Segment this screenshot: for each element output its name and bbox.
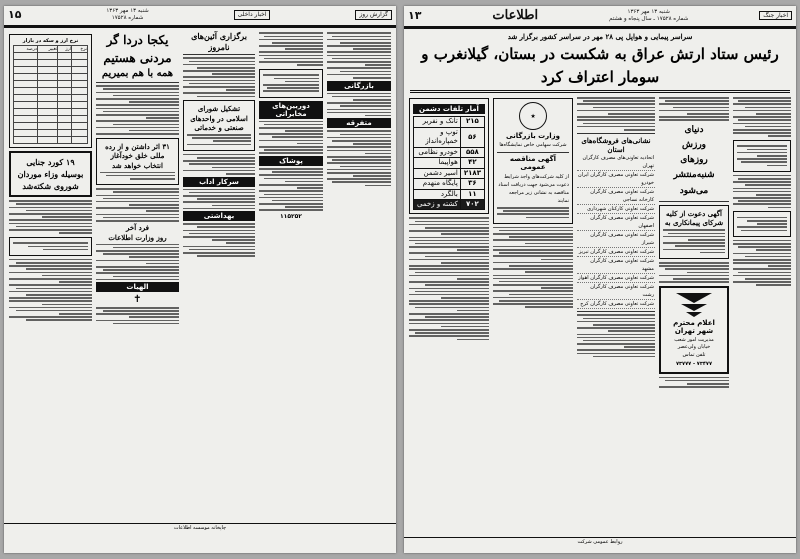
sheet-left [4, 6, 396, 553]
col-header: درصد [14, 46, 38, 53]
lead-headline: رئیس ستاد ارتش عراق به شکست در بستان، گیلانغرب و سومار اعتراف کرد [421, 45, 779, 86]
lead-rule [410, 90, 790, 93]
bank-ad-phone: ۷۳۴۷۷ - ۷۳۷۷۷ [675, 361, 713, 368]
sidebar-word-2: روزهای [680, 155, 708, 166]
price-table-title: نرخ ارز و سکه در بازار [22, 37, 79, 44]
table-row [14, 130, 88, 137]
stats-table [413, 116, 485, 210]
sidebar-word-4: می‌شود [679, 185, 709, 196]
page-number-right: ۱۳ [408, 9, 422, 22]
section-label: اخبار جنگ [763, 11, 788, 19]
table-row [14, 60, 88, 67]
right-col-5 [733, 95, 791, 287]
ministry-notice-box[interactable] [493, 98, 573, 223]
table-row [414, 168, 485, 178]
notice-box-left-4[interactable] [259, 69, 323, 98]
small-notice-box[interactable] [9, 237, 92, 256]
notice-box-left-3[interactable] [183, 100, 255, 151]
left-col-3 [183, 31, 255, 259]
list-item: شرکت تعاونی مصرف کارگران ایران خودرو [578, 172, 654, 187]
price-table [13, 45, 88, 144]
right-col-2 [493, 95, 573, 309]
bank-ad-line-1: خیابان ولی‌عصر [677, 344, 711, 351]
col-header: تغییر [37, 46, 57, 53]
section-label-box-left [234, 10, 271, 20]
sidebar-word-3: شنبه‌منتشر [673, 170, 715, 181]
sidebar-word-1: ورزش [681, 139, 707, 150]
list-item: شرکت تعاونی مصرف کارگران شیراز [577, 231, 655, 248]
table-row [14, 116, 88, 123]
stat-label: تانک و نفربر [414, 117, 461, 127]
issue-line: شماره ۱۷۵۲۸ ـ سال پنجاه و هشتم [609, 15, 689, 22]
footer-right: روابط عمومی شرکت [404, 537, 796, 545]
classified-section-3[interactable]: بهداشتی [183, 211, 255, 221]
list-item: شرکت تعاونی مصرف کارگران مشهد [577, 257, 655, 274]
classified-section-4[interactable]: دوربین‌های مخابراتی [259, 101, 323, 119]
table-row [414, 127, 485, 147]
stat-value: ۵۶ [460, 127, 484, 147]
branch-list [577, 154, 655, 309]
left-col-4 [259, 31, 323, 220]
bank-ad-title: اعلام محترم شهر تهران [673, 318, 715, 335]
masthead-rule-left [4, 25, 396, 28]
sidebar-word-0: دنیای [684, 124, 704, 135]
ad-box-small-2[interactable] [733, 211, 791, 237]
stat-label: پایگاه منهدم [414, 179, 461, 189]
main-subheadline: همه با هم بمیریم [101, 67, 174, 79]
classified-section-7[interactable]: متفرقه [327, 118, 391, 128]
stats-table-title: آمار تلفات دشمن [413, 104, 485, 114]
stat-label: توپ و خمپاره‌انداز [414, 127, 461, 147]
body-text-block [733, 97, 791, 137]
classified-phone: ۱۱۵۲۵۲ [280, 212, 302, 220]
ad-box-small[interactable] [733, 140, 791, 172]
left-col-2 [96, 31, 179, 326]
table-header-row [14, 46, 88, 53]
table-row [14, 102, 88, 109]
stat-value: ۳۶ [460, 179, 484, 189]
right-col-1 [409, 95, 489, 341]
cross-icon: ✝ [133, 294, 142, 306]
table-row [14, 137, 88, 144]
table-row [14, 67, 88, 74]
masthead-left [4, 6, 396, 22]
table-row [414, 147, 485, 157]
ministry-emblem-icon: ★ [519, 102, 547, 130]
list-item: شرکت تعاونی مصرف کارگران اهواز [578, 275, 654, 282]
classified-section-6[interactable]: بازرگانی [327, 81, 391, 91]
stat-value: ۷۰۲ [460, 199, 484, 209]
ministry-subtitle: شرکت سهامی خاص نمایشگاه‌ها [499, 142, 567, 149]
stat-label: اسیر دشمن [414, 168, 461, 178]
boxed-head-2: ۳۱ اثر داشتن و از رده مللی خلق خودآغاز انتخاب خواهد شد [105, 141, 170, 170]
classified-section-2[interactable]: سرکار اداب [183, 177, 255, 187]
table-row [14, 74, 88, 81]
left-col-1 [9, 31, 92, 323]
stat-value: ۲۱۸۳ [460, 168, 484, 178]
right-label-box [355, 10, 392, 20]
list-item: شرکت تعاونی مصرف کارگران رشت [577, 283, 655, 300]
boxed-head-2-box[interactable] [96, 138, 179, 185]
dateline-right [609, 9, 688, 23]
stat-label: کشته و زخمی [414, 199, 461, 209]
enemy-losses-table-box [409, 98, 489, 214]
col-header: نرخ [71, 46, 87, 53]
boxed-head-1: ۱۹ کورد جنایی بوسیله وزاء موردان شوروی شکته‌شد [17, 157, 84, 192]
col3-headline: برگزاری آئین‌های نامروز [191, 30, 247, 52]
triangle-icon-xs [686, 312, 702, 317]
list-item: شرکت تعاونی مصرف کارگران کارخانه نساجی [577, 188, 655, 205]
date-line-left: شنبه ۱۳ مهر ۱۳۶۳ [106, 8, 149, 14]
table-row [14, 123, 88, 130]
bank-ad-line-2: تلفن تماس [682, 351, 706, 358]
right-col-3 [577, 95, 655, 359]
left-col-5 [327, 31, 391, 188]
table-row [414, 199, 485, 209]
triangle-icon-sm [681, 304, 707, 311]
branch-list-title: نشانی‌های فروشگاه‌های استان [581, 135, 651, 154]
list-item: شرکت تعاونی مصرف کارگران اصفهان [577, 214, 655, 231]
triangle-icon [676, 293, 712, 303]
dateline-left [106, 8, 148, 22]
boxed-head-5: روز وزارت اطلاعات [108, 232, 167, 242]
table-row [414, 117, 485, 127]
list-item: شرکت تعاونی مصرف کارگران تبریز [578, 249, 654, 256]
table-row [14, 88, 88, 95]
ministry-notice: آگهی مناقصه عمومی [509, 154, 557, 171]
table-row [14, 53, 88, 60]
sheet-right [404, 6, 796, 553]
masthead-rule [404, 26, 796, 29]
table-row [14, 95, 88, 102]
table-row [414, 179, 485, 189]
footer-left: چاپخانه موسسه اطلاعات [4, 523, 396, 531]
ministry-body: از کلیه شرکت‌های واجد شرایط دعوت می‌شود جهت دریافت اسناد مناقصه به نشانی زیر مراجعه نمایند [498, 173, 569, 204]
stat-value: ۱۱ [460, 189, 484, 199]
section-label-box [759, 11, 792, 21]
page-number-left: ۱۵ [8, 8, 22, 22]
boxed-head-3: تشکیل شورای اسلامی در واحد‌های صنعتی و خدماتی [190, 104, 248, 133]
bank-ad[interactable] [659, 286, 729, 374]
boxed-head-1-box[interactable] [9, 151, 92, 197]
list-item: شرکت تعاونی کارکنان شهرداری [577, 205, 655, 214]
triangle-icon-group [664, 293, 724, 317]
right-label: گزارش روز [359, 10, 388, 18]
invite-box[interactable] [659, 205, 729, 259]
table-row [414, 158, 485, 168]
issue-line-left: شماره ۱۷۵۲۸ [111, 14, 144, 21]
stat-label: بالگرد [414, 189, 461, 199]
lead-kicker: سراسر پیمایی و هوا‌پل پی ۲۸ مهر در سراسر کشور برگزار شد [507, 32, 693, 41]
list-item: اتحادیه تعاونی‌های مصرف کارگران تهران [577, 154, 655, 171]
sports-sidebar [659, 123, 729, 199]
list-item: شرکت تعاونی مصرف کارگران کرج [577, 300, 655, 309]
section-label-left: اخبار داخلی [237, 10, 267, 18]
stat-label: خودرو نظامی [414, 147, 461, 157]
newspaper-logo: اطلاعات [492, 8, 539, 23]
classified-section-1[interactable]: الهیات [96, 282, 179, 292]
stat-value: ۲۱۵ [460, 117, 484, 127]
table-row [414, 189, 485, 199]
col-header: ارز [58, 46, 72, 53]
invite-title: آگهی دعوت از کلیه شرکای پیمانکاری به [664, 209, 724, 228]
right-col-4 [659, 95, 729, 389]
stat-label: هواپیما [414, 158, 461, 168]
classified-section-5[interactable]: پوشاک [259, 156, 323, 166]
bank-ad-line-0: مدیریت امور شعب [674, 336, 714, 343]
stat-value: ۴۲ [460, 158, 484, 168]
price-table-box [9, 34, 92, 149]
date-line: شنبه ۱۳ مهر ۱۳۶۳ [627, 8, 670, 15]
masthead-right [404, 6, 796, 23]
main-headline: یکجا دردا گر مردنی هستیم [103, 32, 172, 65]
boxed-head-4: فرد آخر [126, 223, 149, 233]
stat-value: ۵۵۸ [460, 147, 484, 157]
table-row [14, 109, 88, 116]
ministry-title: وزارت بازرگانی [505, 132, 560, 141]
table-row [14, 81, 88, 88]
